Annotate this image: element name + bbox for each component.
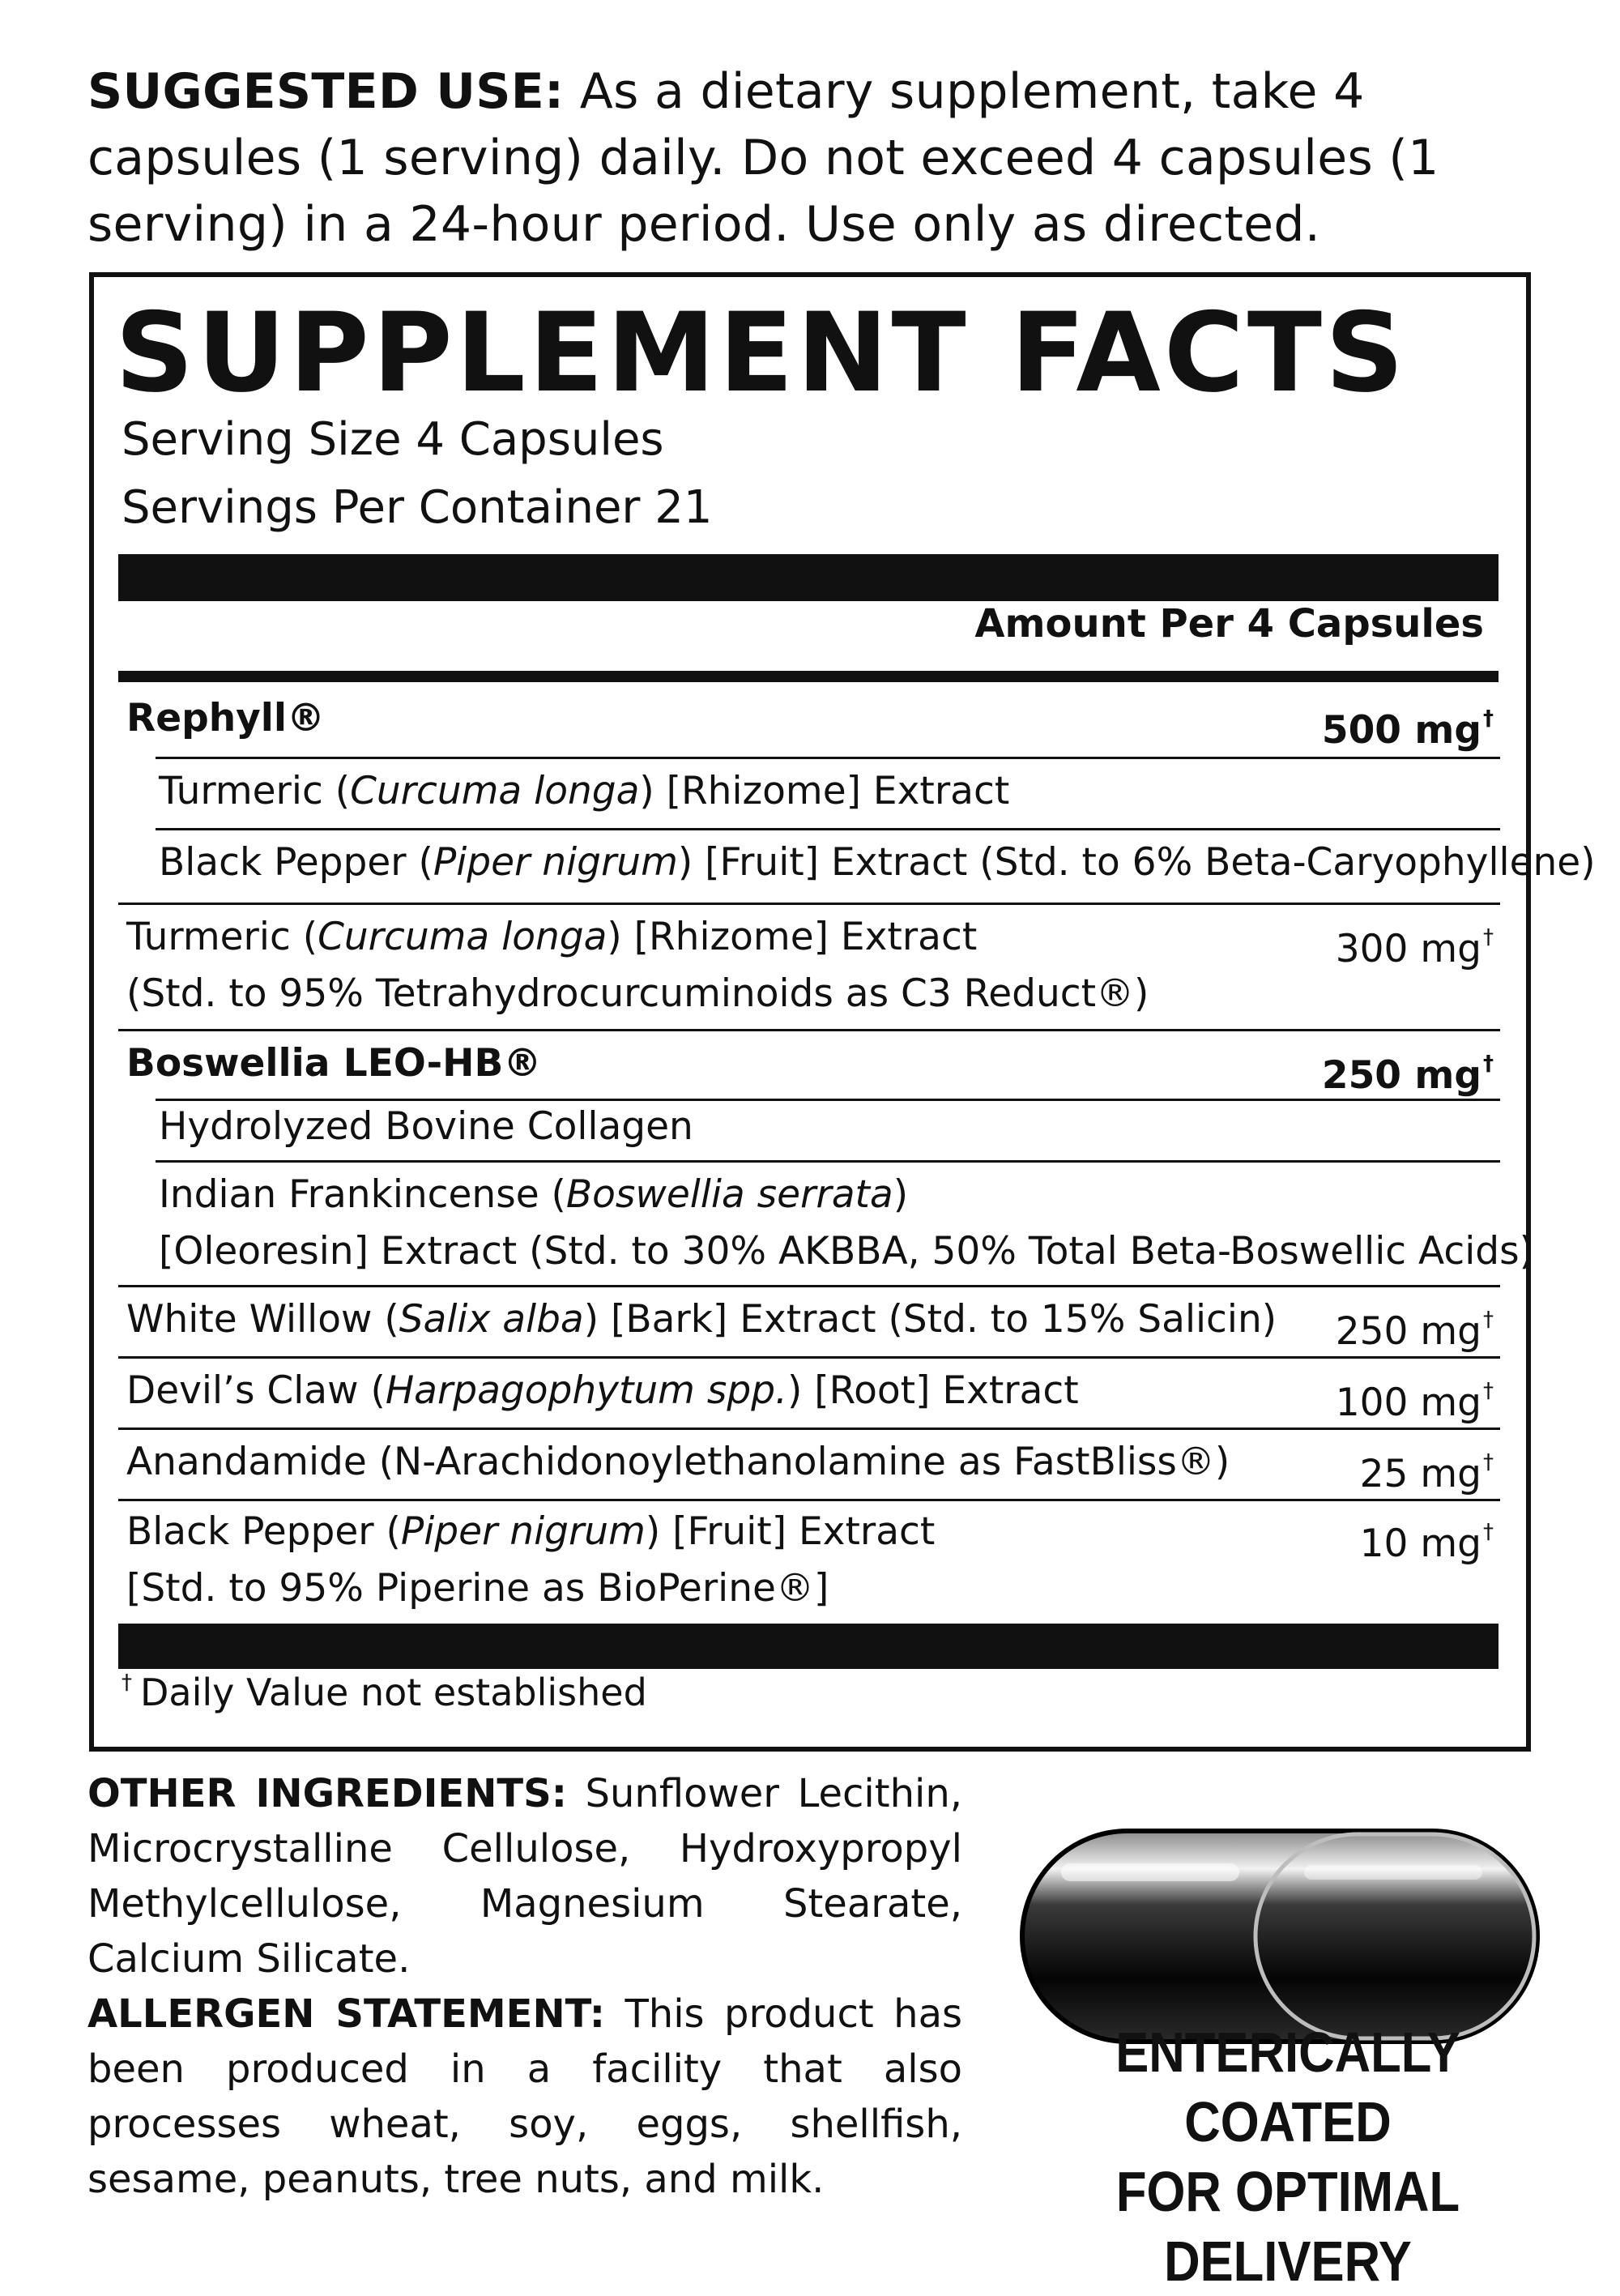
- ingredient-turmeric-c3: Turmeric (Curcuma longa) [Rhizome] Extract (Std. to 95% Tetrahydrocurcuminoids as C3 Reduct®): [126, 915, 1149, 1016]
- amount-turmeric-c3: 300 mg†: [1335, 925, 1494, 971]
- serving-size: Serving Size 4 Capsules: [122, 413, 664, 466]
- ingredient-turmeric-sub: Turmeric (Curcuma longa) [Rhizome] Extract: [159, 769, 1010, 813]
- row-rule: [118, 1499, 1500, 1501]
- other-ingredients-block: [87, 1766, 962, 2207]
- amount-bioperine: 10 mg†: [1359, 1520, 1494, 1566]
- badge-line-1: ENTERICALLY COATED: [1115, 2021, 1460, 2153]
- amount-boswellia: 250 mg†: [1321, 1052, 1494, 1098]
- amount-rephyll: 500 mg†: [1321, 706, 1494, 753]
- badge-line-2: FOR OPTIMAL DELIVERY: [1115, 2160, 1460, 2293]
- ingredient-devils-claw: Devil’s Claw (Harpagophytum spp.) [Root] Extract: [126, 1368, 1079, 1413]
- row-rule: [118, 1285, 1500, 1287]
- suggested-use-text: As a dietary supplement, take 4 capsules (1 serving) daily. Do not exceed 4 capsules (1 serving) in a 24-hour period. Use only as directed.: [87, 63, 1439, 253]
- other-ingredients: OTHER INGREDIENTS: Sunflower Lecithin, Microcrystalline Cellulose, Hydroxypropyl Methylcellulose, Magnesium Stearate, Calcium Silicate.: [87, 1771, 963, 1982]
- ingredient-white-willow: White Willow (Salix alba) [Bark] Extract (Std. to 15% Salicin): [126, 1297, 1277, 1342]
- supplement-facts-panel: [89, 272, 1596, 1752]
- row-rule: [118, 1029, 1500, 1031]
- thick-divider-header: [118, 671, 1498, 682]
- row-rule: [156, 1160, 1500, 1163]
- suggested-use-label: SUGGESTED USE:: [87, 63, 565, 120]
- row-rule: [156, 757, 1500, 759]
- row-rule: [156, 828, 1500, 830]
- amount-anandamide: 25 mg†: [1359, 1450, 1494, 1496]
- ingredient-black-pepper-sub: Black Pepper (Piper nigrum) [Fruit] Extract (Std. to 6% Beta-Caryophyllene): [159, 840, 1596, 885]
- facts-title: SUPPLEMENT FACTS: [115, 289, 1408, 416]
- enteric-coating-badge: [1038, 2017, 1537, 2296]
- thick-divider-top: [118, 554, 1498, 601]
- ingredient-boswellia-leo-hb: Boswellia LEO-HB®: [126, 1041, 542, 1086]
- ingredient-rephyll: Rephyll®: [126, 696, 326, 740]
- row-rule: [118, 1356, 1500, 1359]
- ingredient-frankincense: Indian Frankincense (Boswellia serrata) [Oleoresin] Extract (Std. to 30% AKBBA, 50% Total Beta-Boswellic Acids): [159, 1172, 1534, 1274]
- suggested-use: [87, 58, 1545, 258]
- amount-header: Amount Per 4 Capsules: [974, 601, 1484, 647]
- amount-white-willow: 250 mg†: [1335, 1308, 1494, 1354]
- ingredient-anandamide: Anandamide (N-Arachidonoylethanolamine as FastBliss®): [126, 1440, 1230, 1484]
- amount-devils-claw: 100 mg†: [1335, 1379, 1494, 1425]
- footnote: † Daily Value not established: [122, 1671, 647, 1714]
- thick-divider-bottom: [118, 1624, 1498, 1669]
- allergen-statement: ALLERGEN STATEMENT: This product has been produced in a facility that also processes wheat, soy, eggs, shellfish, sesame, peanuts, tree nuts, and milk.: [87, 1991, 963, 2202]
- ingredient-collagen: Hydrolyzed Bovine Collagen: [159, 1104, 693, 1149]
- ingredient-bioperine: Black Pepper (Piper nigrum) [Fruit] Extract [Std. to 95% Piperine as BioPerine®]: [126, 1509, 936, 1611]
- row-rule: [118, 903, 1500, 905]
- row-rule: [118, 1428, 1500, 1430]
- servings-per-container: Servings Per Container 21: [122, 481, 713, 534]
